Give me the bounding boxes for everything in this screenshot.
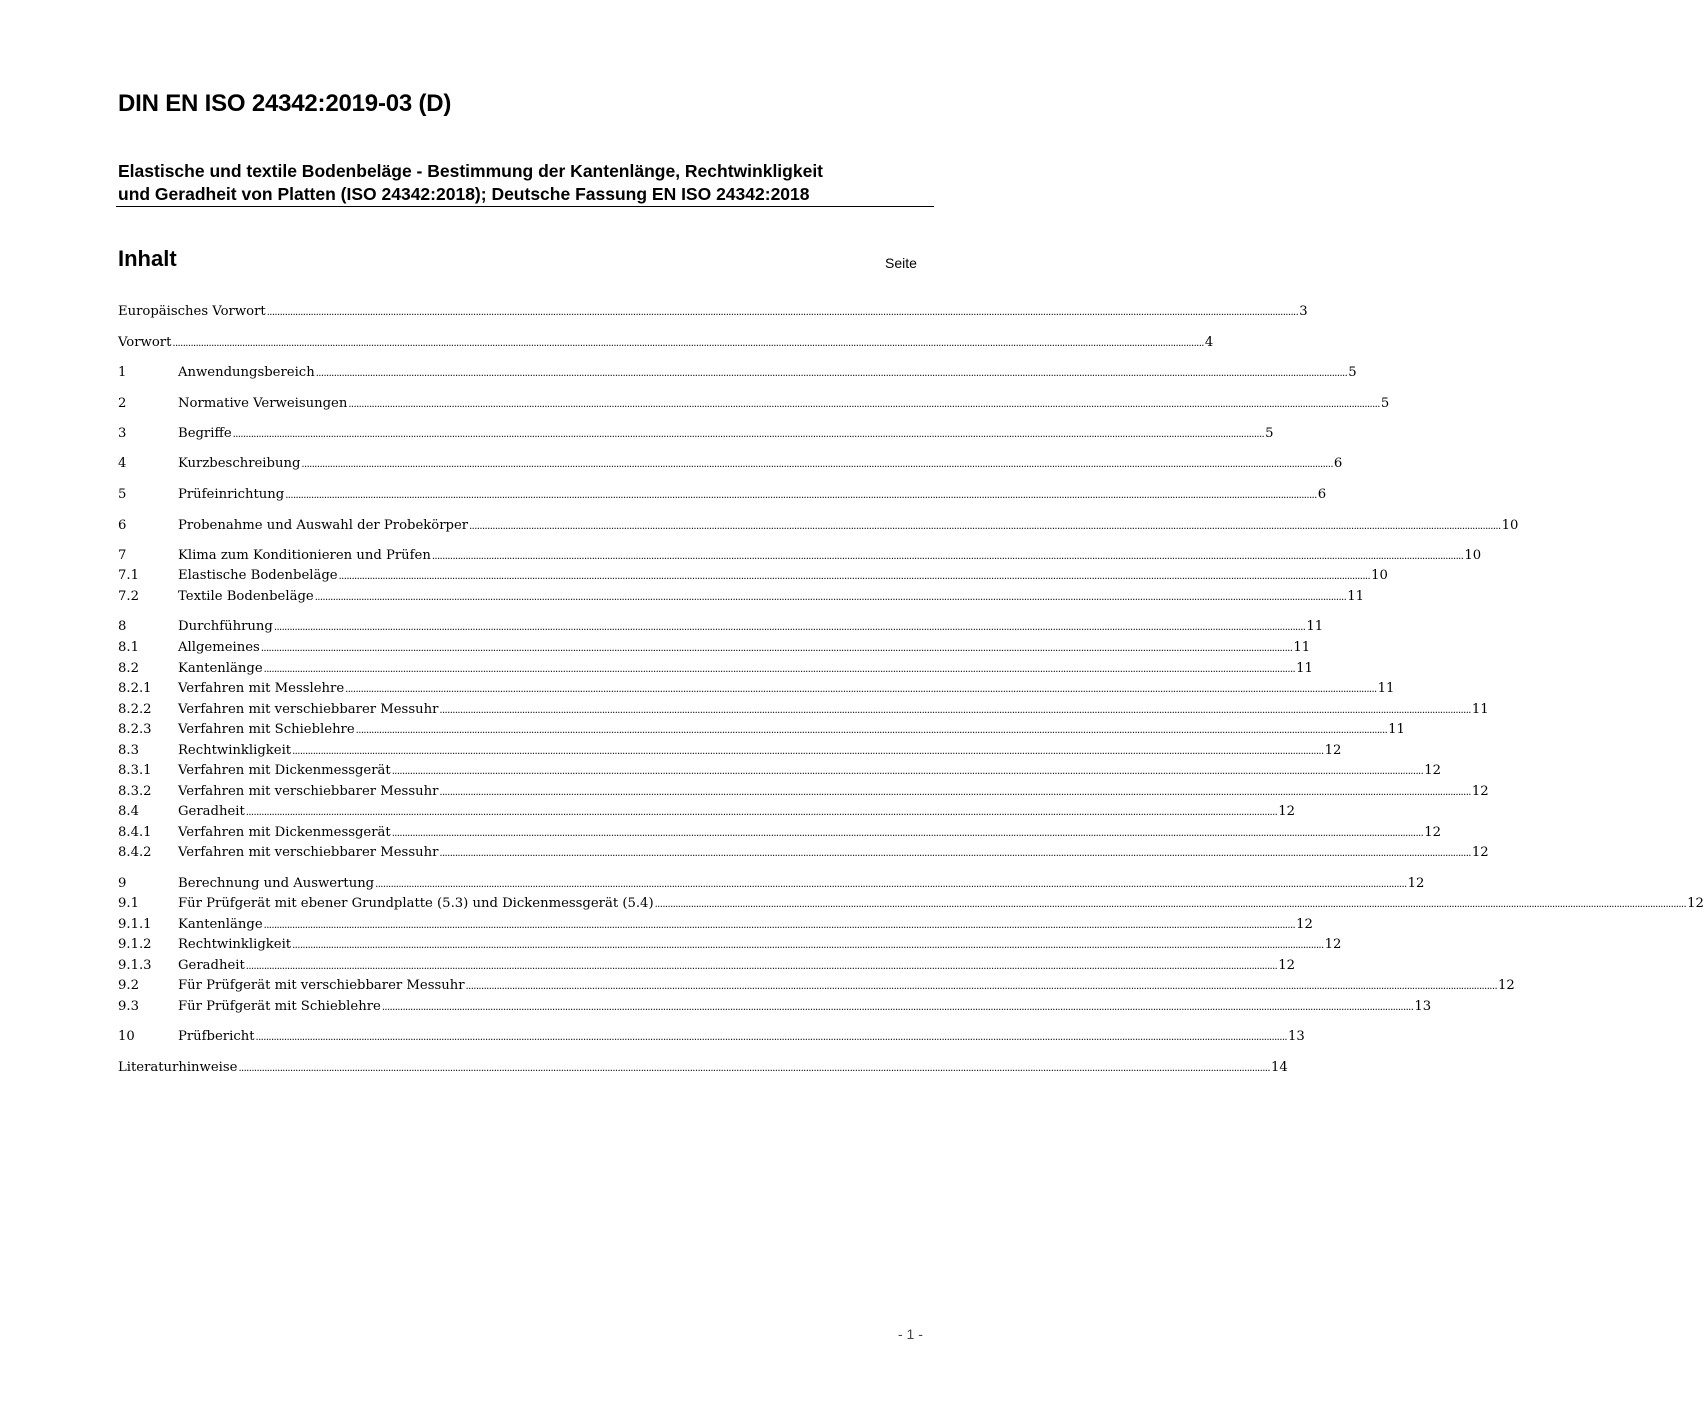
toc-entry-page: 3 [1299,304,1308,319]
toc-leader-dots: ................................................................................................................................................................................................................................................................................................................................................................................................................ [263,920,1296,931]
toc-entry[interactable] [118,782,1489,802]
toc-entry-page: 11 [1347,589,1364,604]
toc-entry-page: 4 [1204,335,1214,350]
toc-leader-dots: ................................................................................................................................................................................................................................................................................................................................................................................................................ [292,940,1324,951]
toc-entry[interactable] [118,874,1425,894]
toc-entry-title: Berechnung und Auswertung [178,874,374,894]
toc-leader-dots: ................................................................................................................................................................................................................................................................................................................................................................................................................ [245,807,1278,818]
page-column-label: Seite [885,255,917,271]
toc-leader-dots: ................................................................................................................................................................................................................................................................................................................................................................................................................ [654,899,1687,910]
toc-entry-number: 8.2.1 [118,681,152,696]
toc-entry-title: Begriffe [178,424,232,444]
toc-entry-page: 12 [1471,845,1489,860]
toc-entry-number: 9.2 [118,978,139,993]
toc-entry[interactable] [118,843,1489,863]
toc-entry-number: 9.1.3 [118,958,152,973]
toc-entry-page: 13 [1414,999,1432,1014]
toc-leader-dots: ................................................................................................................................................................................................................................................................................................................................................................................................................ [245,961,1278,972]
toc-entry-title: Rechtwinkligkeit [178,741,291,761]
toc-entry[interactable] [118,363,1357,383]
toc-entry-number: 8.4 [118,804,139,819]
toc-entry-title: Verfahren mit Messlehre [178,679,344,699]
toc-entry-title: Textile Bodenbeläge [178,587,314,607]
toc-entry-page: 11 [1296,661,1313,676]
toc-leader-dots: ................................................................................................................................................................................................................................................................................................................................................................................................................ [465,981,1498,992]
toc-entry-page: 12 [1296,917,1313,932]
toc-entry[interactable] [118,424,1274,444]
toc-leader-dots: ................................................................................................................................................................................................................................................................................................................................................................................................................ [172,338,1204,349]
toc-leader-dots: ................................................................................................................................................................................................................................................................................................................................................................................................................ [375,879,1407,890]
toc-leader-dots: ................................................................................................................................................................................................................................................................................................................................................................................................................ [292,746,1324,757]
document-title: DIN EN ISO 24342:2019-03 (D) [118,90,452,117]
toc-entry-page: 12 [1324,937,1342,952]
toc-leader-dots: ................................................................................................................................................................................................................................................................................................................................................................................................................ [232,429,1265,440]
toc-leader-dots: ................................................................................................................................................................................................................................................................................................................................................................................................................ [260,643,1293,654]
toc-entry-number: 3 [118,426,127,441]
toc-entry[interactable] [118,1058,1288,1078]
toc-entry[interactable] [118,454,1343,474]
toc-entry[interactable] [118,802,1296,822]
toc-entry-title: Verfahren mit verschiebbarer Messuhr [178,782,438,802]
toc-entry-title: Verfahren mit Dickenmessgerät [178,761,391,781]
toc-entry-number: 5 [118,487,127,502]
toc-entry-title: Probenahme und Auswahl der Probekörper [178,516,468,536]
toc-entry-number: 9.1.2 [118,937,152,952]
document-subtitle-line-1: Elastische und textile Bodenbeläge - Bestimmung der Kantenlänge, Rechtwinkligkeit [118,161,824,181]
toc-entry-page: 11 [1388,722,1405,737]
toc-entry[interactable] [118,956,1296,976]
toc-entry-title: Verfahren mit verschiebbarer Messuhr [178,843,438,863]
toc-entry-page: 10 [1464,548,1482,563]
toc-entry-number: 8 [118,619,127,634]
toc-entry-title: Prüfbericht [178,1027,255,1047]
toc-entry-title: Geradheit [178,802,245,822]
toc-leader-dots: ................................................................................................................................................................................................................................................................................................................................................................................................................ [391,828,1424,839]
toc-leader-dots: ................................................................................................................................................................................................................................................................................................................................................................................................................ [355,725,1388,736]
toc-entry-page: 11 [1377,681,1395,696]
document-subtitle-line-2: und Geradheit von Platten (ISO 24342:2018); Deutsche Fassung EN ISO 24342:2018 [118,184,810,204]
toc-entry[interactable] [118,516,1519,536]
toc-entry-title: Klima zum Konditionieren und Prüfen [178,546,431,566]
toc-entry[interactable] [118,915,1313,935]
toc-entry-title: Literaturhinweise [118,1058,237,1078]
toc-entry[interactable] [118,935,1342,955]
toc-leader-dots: ................................................................................................................................................................................................................................................................................................................................................................................................................ [273,622,1306,633]
toc-leader-dots: ................................................................................................................................................................................................................................................................................................................................................................................................................ [315,368,1348,379]
toc-entry-page: 5 [1380,396,1390,411]
toc-entry[interactable] [118,587,1364,607]
toc-entry-number: 6 [118,518,127,533]
toc-entry[interactable] [118,333,1214,353]
toc-entry-page: 6 [1333,456,1343,471]
toc-entry[interactable] [118,679,1395,699]
toc-entry[interactable] [118,997,1432,1017]
toc-entry-title: Geradheit [178,956,245,976]
toc-entry-page: 11 [1293,640,1311,655]
toc-entry[interactable] [118,823,1441,843]
toc-leader-dots: ................................................................................................................................................................................................................................................................................................................................................................................................................ [255,1032,1287,1043]
toc-entry-title: Durchführung [178,617,273,637]
toc-entry-number: 9.3 [118,999,139,1014]
toc-entry-number: 8.1 [118,640,139,655]
toc-entry-title: Kurzbeschreibung [178,454,300,474]
toc-entry[interactable] [118,761,1441,781]
toc-entry[interactable] [118,1027,1305,1047]
toc-entry[interactable] [118,659,1313,679]
toc-entry-number: 8.2.2 [118,702,152,717]
toc-entry-number: 1 [118,365,127,380]
toc-entry-number: 4 [118,456,127,471]
toc-entry-title: Vorwort [118,333,171,353]
toc-entry-number: 8.2.3 [118,722,152,737]
toc-entry-title: Europäisches Vorwort [118,302,266,322]
toc-entry-page: 12 [1278,804,1296,819]
toc-entry[interactable] [118,394,1390,414]
toc-entry-title: Anwendungsbereich [178,363,315,383]
toc-entry-page: 13 [1288,1029,1305,1044]
toc-entry[interactable] [118,566,1388,586]
toc-entry-number: 7.1 [118,568,139,583]
toc-leader-dots: ................................................................................................................................................................................................................................................................................................................................................................................................................ [439,705,1471,716]
toc-entry-page: 5 [1265,426,1274,441]
toc-entry[interactable] [118,741,1342,761]
toc-entry-page: 12 [1498,978,1515,993]
toc-entry[interactable] [118,894,1704,914]
toc-leader-dots: ................................................................................................................................................................................................................................................................................................................................................................................................................ [338,571,1371,582]
toc-entry-number: 7.2 [118,589,139,604]
toc-leader-dots: ................................................................................................................................................................................................................................................................................................................................................................................................................ [381,1002,1414,1013]
toc-entry-title: Normative Verweisungen [178,394,347,414]
toc-leader-dots: ................................................................................................................................................................................................................................................................................................................................................................................................................ [301,459,1333,470]
toc-leader-dots: ................................................................................................................................................................................................................................................................................................................................................................................................................ [348,399,1380,410]
toc-entry-number: 8.3.1 [118,763,152,778]
toc-entry-title: Elastische Bodenbeläge [178,566,338,586]
toc-entry-page: 10 [1371,568,1388,583]
toc-entry-page: 10 [1501,518,1519,533]
toc-entry[interactable] [118,485,1327,505]
toc-entry-page: 12 [1407,876,1425,891]
toc-entry-title: Prüfeinrichtung [178,485,284,505]
toc-entry[interactable] [118,720,1405,740]
toc-entry[interactable] [118,617,1324,637]
toc-leader-dots: ................................................................................................................................................................................................................................................................................................................................................................................................................ [439,787,1471,798]
toc-leader-dots: ................................................................................................................................................................................................................................................................................................................................................................................................................ [469,521,1501,532]
toc-leader-dots: ................................................................................................................................................................................................................................................................................................................................................................................................................ [263,664,1296,675]
toc-entry-page: 5 [1348,365,1357,380]
table-of-contents [118,0,1704,1403]
toc-entry-title: Verfahren mit Dickenmessgerät [178,823,391,843]
toc-entry-page: 11 [1471,702,1489,717]
toc-entry-page: 12 [1687,896,1704,911]
toc-entry[interactable] [118,638,1311,658]
toc-entry-number: 10 [118,1029,135,1044]
toc-heading: Inhalt [118,246,177,271]
toc-entry-title: Für Prüfgerät mit ebener Grundplatte (5.3) und Dickenmessgerät (5.4) [178,894,654,914]
toc-entry-number: 8.4.1 [118,825,152,840]
toc-leader-dots: ................................................................................................................................................................................................................................................................................................................................................................................................................ [391,766,1424,777]
toc-entry-page: 12 [1424,825,1441,840]
toc-entry-number: 9.1 [118,896,139,911]
toc-entry-page: 12 [1424,763,1441,778]
toc-entry-page: 14 [1270,1060,1288,1075]
toc-leader-dots: ................................................................................................................................................................................................................................................................................................................................................................................................................ [314,592,1347,603]
toc-entry-title: Für Prüfgerät mit Schieblehre [178,997,381,1017]
toc-entry-number: 2 [118,396,127,411]
toc-entry-number: 9 [118,876,127,891]
toc-entry-title: Für Prüfgerät mit verschiebbarer Messuhr [178,976,465,996]
toc-entry-number: 7 [118,548,127,563]
page-number: - 1 - [898,1326,923,1342]
toc-leader-dots: ................................................................................................................................................................................................................................................................................................................................................................................................................ [345,684,1377,695]
toc-entry-title: Rechtwinkligkeit [178,935,291,955]
toc-entry[interactable] [118,700,1489,720]
toc-entry-page: 6 [1317,487,1327,502]
toc-entry-title: Verfahren mit Schieblehre [178,720,355,740]
toc-leader-dots: ................................................................................................................................................................................................................................................................................................................................................................................................................ [285,490,1317,501]
toc-entry-title: Verfahren mit verschiebbarer Messuhr [178,700,438,720]
toc-entry-title: Kantenlänge [178,915,263,935]
toc-leader-dots: ................................................................................................................................................................................................................................................................................................................................................................................................................ [439,848,1471,859]
toc-leader-dots: ................................................................................................................................................................................................................................................................................................................................................................................................................ [266,307,1299,318]
toc-entry-title: Kantenlänge [178,659,263,679]
toc-entry-page: 12 [1324,743,1342,758]
toc-entry[interactable] [118,302,1308,322]
toc-entry-page: 12 [1471,784,1489,799]
toc-entry-number: 8.4.2 [118,845,152,860]
toc-entry[interactable] [118,976,1515,996]
toc-entry-page: 12 [1278,958,1296,973]
toc-entry-number: 9.1.1 [118,917,152,932]
toc-entry-number: 8.3.2 [118,784,152,799]
toc-entry[interactable] [118,546,1482,566]
toc-entry-page: 11 [1306,619,1324,634]
toc-entry-title: Allgemeines [178,638,260,658]
toc-leader-dots: ................................................................................................................................................................................................................................................................................................................................................................................................................ [238,1063,1270,1074]
toc-entry-number: 8.2 [118,661,139,676]
toc-entry-number: 8.3 [118,743,139,758]
toc-leader-dots: ................................................................................................................................................................................................................................................................................................................................................................................................................ [431,551,1464,562]
